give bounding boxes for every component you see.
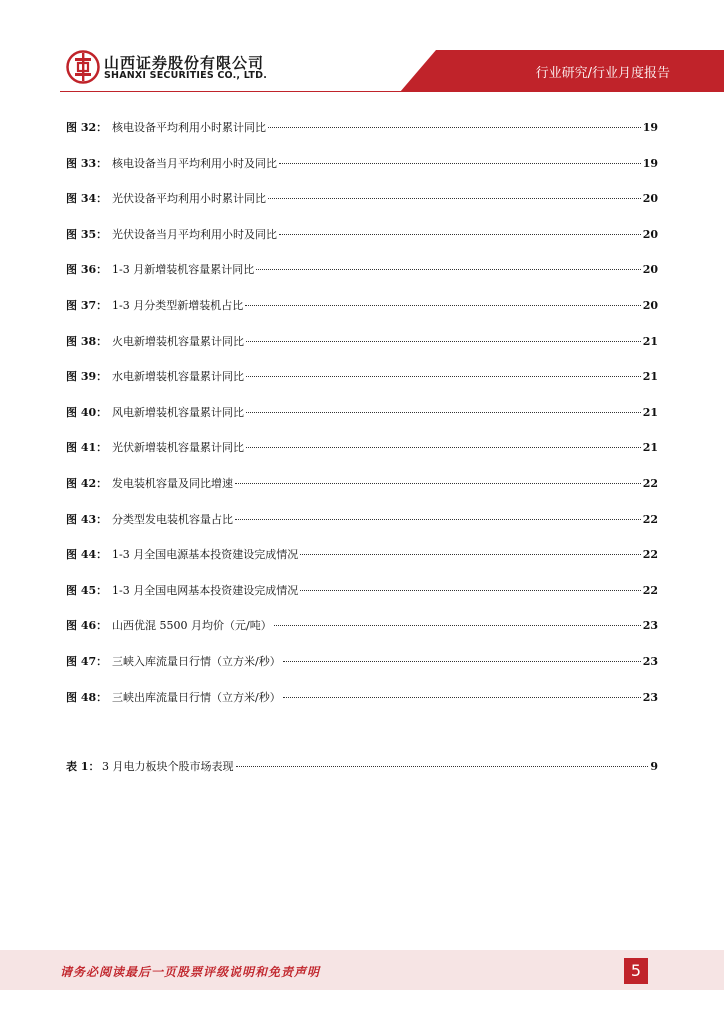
figure-label: 图 47： — [66, 655, 108, 668]
figure-label: 图 34： — [66, 192, 108, 206]
figure-page: 22 — [642, 512, 658, 526]
dot-leader — [256, 261, 640, 270]
dot-leader — [246, 439, 641, 448]
figure-title: 1-3 月全国电网基本投资建设完成情况 — [112, 583, 299, 597]
dot-leader — [300, 546, 640, 555]
figure-label: 图 46： — [66, 619, 108, 633]
toc-entry[interactable] — [66, 652, 658, 672]
figure-title: 发电装机容量及同比增速 — [112, 477, 233, 490]
figure-page: 21 — [642, 405, 658, 419]
figure-title: 核电设备平均利用小时累计同比 — [112, 121, 266, 134]
toc-entry[interactable] — [66, 545, 658, 565]
company-name-en: SHANXI SECURITIES CO., LTD. — [104, 70, 268, 81]
figure-label: 图 48： — [66, 690, 108, 704]
figure-page: 20 — [642, 299, 658, 312]
toc-table-entry[interactable] — [66, 757, 658, 777]
disclaimer-link[interactable]: 请务必阅读最后一页股票评级说明和免责声明 — [60, 965, 321, 979]
figure-title: 水电新增装机容量累计同比 — [112, 370, 244, 384]
figure-title: 1-3 月新增装机容量累计同比 — [112, 263, 255, 277]
toc-entry[interactable] — [66, 154, 658, 174]
dot-leader — [246, 368, 641, 377]
figure-title: 火电新增装机容量累计同比 — [112, 334, 244, 348]
figure-label: 图 45： — [66, 583, 108, 597]
toc-entry[interactable] — [66, 474, 658, 494]
toc-entry[interactable] — [66, 581, 658, 601]
dot-leader — [268, 190, 641, 199]
shanxi-securities-logo-icon — [66, 50, 100, 84]
figure-page: 22 — [642, 477, 658, 490]
figure-page: 20 — [642, 227, 658, 241]
figure-label: 图 32： — [66, 121, 108, 134]
figure-label: 图 33： — [66, 156, 108, 170]
report-type: 行业研究/行业月度报告 — [535, 66, 670, 81]
figure-page: 21 — [642, 441, 658, 455]
figure-label: 图 44： — [66, 548, 108, 562]
dot-leader — [283, 653, 641, 662]
toc-entry[interactable] — [66, 332, 658, 352]
toc-entry[interactable] — [66, 118, 658, 138]
toc-entry[interactable] — [66, 688, 658, 708]
figure-page: 20 — [642, 192, 658, 206]
figure-label: 图 37： — [66, 299, 108, 312]
figure-title: 核电设备当月平均利用小时及同比 — [112, 156, 277, 170]
figure-page: 23 — [642, 655, 658, 668]
figure-label: 图 40： — [66, 405, 108, 419]
toc-entry[interactable] — [66, 616, 658, 636]
dot-leader — [274, 617, 641, 626]
dot-leader — [279, 226, 641, 235]
toc-entry[interactable] — [66, 296, 658, 316]
figure-label: 图 38： — [66, 334, 108, 348]
company-name-cn: 山西证券股份有限公司 — [104, 54, 265, 72]
table-page: 9 — [650, 760, 658, 773]
figure-title: 山西优混 5500 月均价（元/吨） — [112, 619, 272, 633]
page-header — [0, 0, 724, 92]
dot-leader — [246, 333, 641, 342]
figure-page: 22 — [642, 548, 658, 562]
dot-leader — [300, 582, 640, 591]
toc-entry[interactable] — [66, 260, 658, 280]
figure-label: 图 42： — [66, 477, 108, 490]
figure-label: 图 35： — [66, 227, 108, 241]
dot-leader — [245, 297, 640, 306]
dot-leader — [246, 404, 641, 413]
table-label: 表 1： — [66, 760, 100, 773]
figure-page: 19 — [642, 156, 658, 170]
dot-leader — [236, 758, 649, 767]
figure-title: 风电新增装机容量累计同比 — [112, 405, 244, 419]
figure-title: 1-3 月分类型新增装机占比 — [112, 299, 244, 312]
dot-leader — [268, 119, 641, 128]
figure-label: 图 41： — [66, 441, 108, 455]
page-footer — [0, 950, 724, 990]
figure-title: 三峡入库流量日行情（立方米/秒） — [112, 655, 281, 668]
toc-entry[interactable] — [66, 189, 658, 209]
toc-entry[interactable] — [66, 438, 658, 458]
figure-label: 图 43： — [66, 512, 108, 526]
figure-page: 21 — [642, 370, 658, 384]
figure-label: 图 36： — [66, 263, 108, 277]
figure-title: 三峡出库流量日行情（立方米/秒） — [112, 690, 281, 704]
figure-title: 光伏新增装机容量累计同比 — [112, 441, 244, 455]
dot-leader — [279, 155, 641, 164]
dot-leader — [235, 475, 641, 484]
figure-page: 20 — [642, 263, 658, 277]
figure-title: 光伏设备当月平均利用小时及同比 — [112, 227, 277, 241]
page-number: 5 — [624, 958, 648, 984]
figure-title: 光伏设备平均利用小时累计同比 — [112, 192, 266, 206]
figure-title: 1-3 月全国电源基本投资建设完成情况 — [112, 548, 299, 562]
figure-page: 23 — [642, 690, 658, 704]
figure-page: 21 — [642, 334, 658, 348]
dot-leader — [283, 689, 641, 698]
figure-page: 23 — [642, 619, 658, 633]
table-title: 3 月电力板块个股市场表现 — [102, 760, 234, 773]
figure-title: 分类型发电装机容量占比 — [112, 512, 233, 526]
figure-page: 19 — [642, 121, 658, 134]
toc-entry[interactable] — [66, 367, 658, 387]
figure-page: 22 — [642, 583, 658, 597]
toc-entry[interactable] — [66, 403, 658, 423]
toc-entry[interactable] — [66, 510, 658, 530]
figure-label: 图 39： — [66, 370, 108, 384]
dot-leader — [235, 511, 641, 520]
toc-entry[interactable] — [66, 225, 658, 245]
